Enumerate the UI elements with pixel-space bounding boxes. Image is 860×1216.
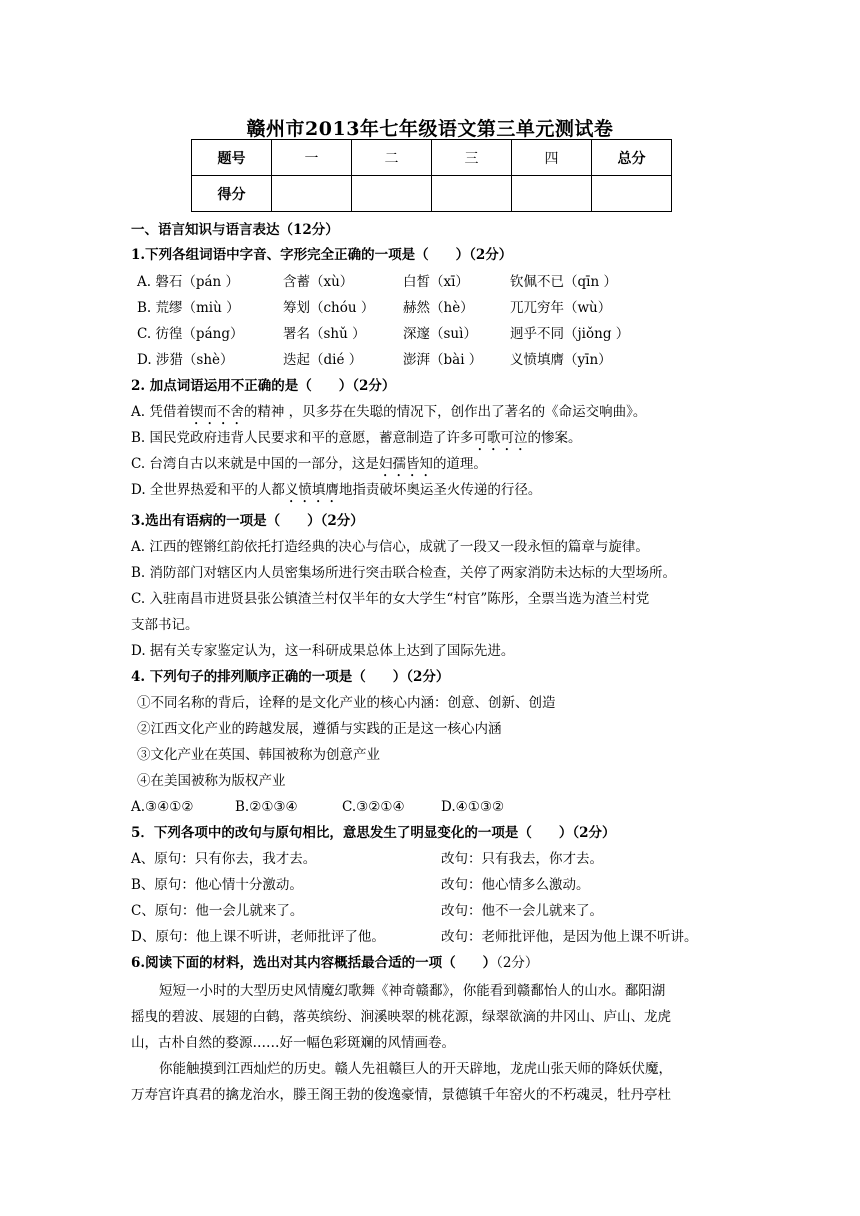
q4-option-d: D.④①③② [441,799,505,815]
q4-sentence-4: ④在美国被称为版权产业 [137,773,286,789]
q2-b-text-1: B. 国民党政府违背人民要求和平的意愿，蓄意制造了许多 [131,430,474,446]
section-heading: 一、语言知识与语言表达（12分） [131,222,339,238]
q6-paragraph-1-line-1: 短短一小时的大型历史风情魔幻歌舞《神奇赣鄱》，你能看到赣鄱怡人的山水。鄱阳湖 [159,983,666,999]
q1-option-a-1: A. 磐石（pán ） [137,274,240,290]
score-header-cell: 四 [512,140,592,176]
q2-a-text-2: 的精神 ，贝多芬在失聪的情况下，创作出了著名的《命运交响曲》。 [243,404,647,420]
q1-option-b-3: 赫然（hè） [403,300,474,316]
q2-option-c [131,455,487,480]
q4-option-c: C.③②①④ [342,799,405,815]
q6-paragraph-2-line-1: 你能触摸到江西灿烂的历史。赣人先祖赣巨人的开天辟地，龙虎山张天师的降妖伏魔， [159,1061,672,1077]
score-cell [512,176,592,212]
q3-option-d: D. 据有关专家鉴定认为，这一科研成果总体上达到了国际先进。 [131,643,515,659]
score-row-label: 得分 [192,176,272,212]
q2-b-text-2: 的惨案。 [527,430,582,446]
q5-b-revised: 改句：他心情多么激动。 [441,877,590,893]
q6-paragraph-1-line-2: 摇曳的碧波、展翅的白鹤，落英缤纷、涧溪映翠的桃花源，绿翠欲滴的井冈山、庐山、龙虎 [131,1009,671,1025]
question-3-stem: 3.选出有语病的一项是（ ）（2分） [131,513,364,529]
q1-option-d-4: 义愤填膺（yīn） [510,352,612,368]
q1-option-c-3: 深邃（suì） [403,326,477,342]
q2-option-d [131,481,541,506]
q1-option-b-2: 筹划（chóu ） [283,300,375,316]
q2-d-text-2: 地指责破坏奥运圣火传递的行径。 [338,482,542,498]
q2-c-text-1: C. 台湾自古以来就是中国的一部分，这是 [131,456,379,472]
q2-c-text-2: 的道理。 [432,456,487,472]
score-cell [432,176,512,212]
score-table [191,139,672,212]
q6-stem-text: 6.阅读下面的材料，选出对其内容概括最合适的一项（ ） [131,955,497,971]
q1-option-a-3: 白皙（xī） [403,274,469,290]
score-header-cell: 三 [432,140,512,176]
q2-option-b [131,429,582,454]
q5-d-original: D、原句：他上课不听讲，老师批评了他。 [131,929,385,945]
question-4-stem: 4. 下列句子的排列顺序正确的一项是（ ）（2分） [131,669,450,685]
q1-option-c-2: 署名（shǔ ） [283,326,366,342]
q6-paragraph-1-line-3: 山，古朴自然的婺源……好一幅色彩斑斓的风情画卷。 [131,1035,455,1051]
q4-option-b: B.②①③④ [235,799,298,815]
q1-option-d-2: 迭起（dié ） [283,352,363,368]
q3-option-a: A. 江西的铿锵红韵依托打造经典的决心与信心，成就了一段又一段永恒的篇章与旋律。 [131,539,649,555]
q2-d-text-1: D. 全世界热爱和平的人都 [131,482,285,498]
q2-option-a [131,403,646,428]
q5-c-original: C、原句：他一会儿就来了。 [131,903,304,919]
q4-option-a: A.③④①② [131,799,194,815]
score-header-cell: 一 [272,140,352,176]
q5-c-revised: 改句：他不一会儿就来了。 [441,903,603,919]
q3-option-c-cont: 支部书记。 [131,617,199,633]
question-2-stem: 2. 加点词语运用不正确的是（ ）（2分） [131,378,396,394]
q5-a-original: A、原句：只有你去，我才去。 [131,851,317,867]
q1-option-b-1: B. 荒缪（miù ） [137,300,240,316]
q1-option-d-3: 澎湃（bài ） [403,352,483,368]
q6-paragraph-2-line-2: 万寿宫许真君的擒龙治水，滕王阁王勃的俊逸豪情，景德镇千年窑火的不朽魂灵，牡丹亭杜 [131,1087,671,1103]
q2-b-dotted-phrase: 可歌可泣 [473,430,528,446]
q1-option-c-1: C. 彷徨（páng） [137,326,244,342]
q4-sentence-1: ①不同名称的背后，诠释的是文化产业的核心内涵：创意、创新、创造 [137,695,556,711]
q2-c-dotted-phrase: 妇孺皆知 [378,456,433,472]
score-header-cell: 题号 [192,140,272,176]
question-6-stem [131,954,538,972]
q1-option-d-1: D. 涉猎（shè） [137,352,234,368]
q5-d-revised: 改句：老师批评他，是因为他上课不听讲。 [441,929,698,945]
question-5-stem: 5．下列各项中的改句与原句相比，意思发生了明显变化的一项是（ ）（2分） [131,825,616,841]
q3-option-c: C. 入驻南昌市进贤县张公镇渣兰村仅半年的女大学生“村官”陈彤，全票当选为渣兰村党 [131,591,650,607]
score-table-header-row [192,140,672,176]
q2-a-dotted-phrase: 锲而不舍 [189,404,244,420]
score-cell [272,176,352,212]
q2-d-dotted-phrase: 义愤填膺 [284,482,339,498]
q1-option-b-4: 兀兀穷年（wù） [510,300,612,316]
q1-option-c-4: 迥乎不同（jiǒng ） [510,326,630,342]
score-header-cell: 总分 [592,140,672,176]
exam-title: 赣州市2013年七年级语文第三单元测试卷 [246,118,614,140]
score-table-score-row [192,176,672,212]
q5-b-original: B、原句：他心情十分激动。 [131,877,303,893]
q1-option-a-4: 钦佩不已（qīn ） [510,274,617,290]
question-1-stem: 1.下列各组词语中字音、字形完全正确的一项是（ ）（2分） [131,247,513,263]
q1-option-a-2: 含蓄（xù） [283,274,354,290]
score-cell [352,176,432,212]
q2-a-text-1: A. 凭借着 [131,404,190,420]
q5-a-revised: 改句：只有我去，你才去。 [441,851,603,867]
score-header-cell: 二 [352,140,432,176]
q4-sentence-3: ③文化产业在英国、韩国被称为创意产业 [137,747,380,763]
q4-sentence-2: ②江西文化产业的跨越发展，遵循与实践的正是这一核心内涵 [137,721,502,737]
score-cell [592,176,672,212]
q3-option-b: B. 消防部门对辖区内人员密集场所进行突击联合检查，关停了两家消防未达标的大型场所。 [131,565,677,581]
q6-stem-points: （2分） [496,955,539,971]
